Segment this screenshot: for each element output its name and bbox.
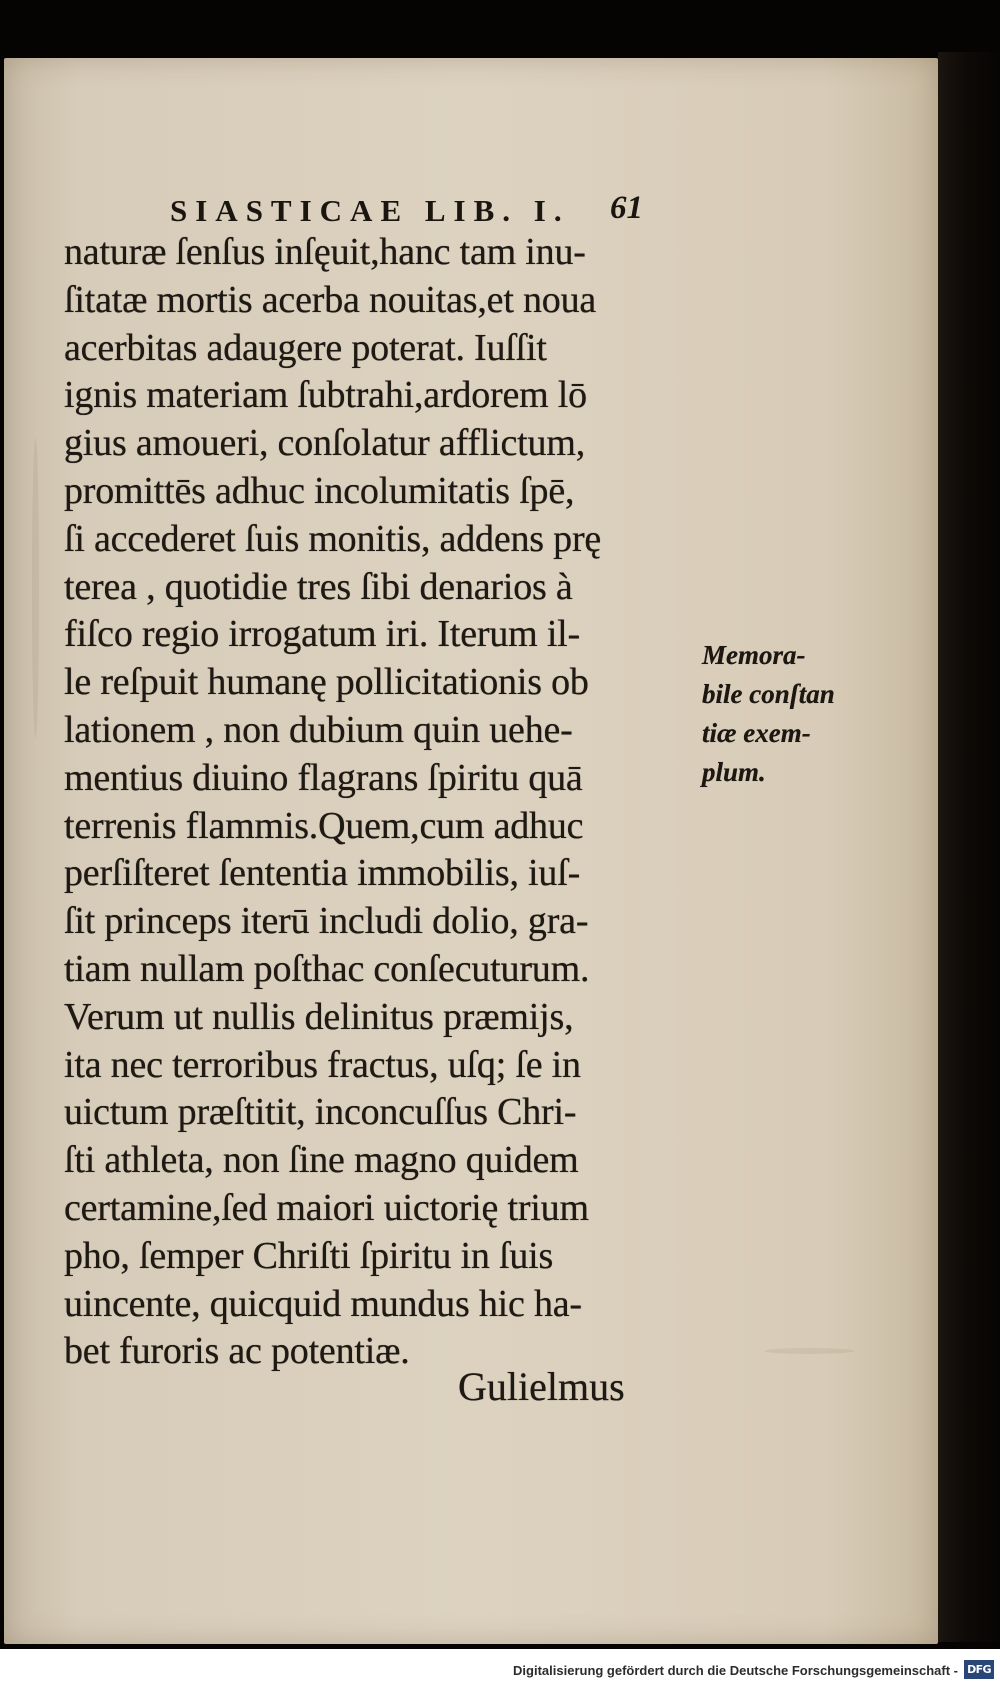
text-line: ita nec terroribus fractus, uſq; ſe in bbox=[64, 1043, 581, 1086]
catchword: Gulielmus bbox=[458, 1364, 625, 1409]
marginal-note-line: Memora- bbox=[702, 640, 806, 670]
text-line: uictum præſtitit, inconcuſſus Chri- bbox=[64, 1091, 577, 1134]
text-line: Verum ut nullis delinitus præmijs, bbox=[64, 995, 574, 1038]
text-line: le reſpuit humanę pollicitationis ob bbox=[64, 661, 589, 704]
text-line: tiam nullam poſthac conſecuturum. bbox=[64, 947, 590, 990]
text-line: ſi accederet ſuis monitis, addens prę bbox=[64, 517, 602, 560]
main-text-block bbox=[64, 229, 704, 1376]
text-line: terrenis flammis.Quem,cum adhuc bbox=[64, 804, 584, 847]
text-line: ſti athleta, non ſine magno quidem bbox=[64, 1139, 579, 1182]
text-line: certamine,ſed maiori uictorię trium bbox=[64, 1186, 589, 1229]
running-header: SIASTICAE LIB. I. bbox=[170, 193, 570, 228]
text-line: fiſco regio irrogatum iri. Iterum il- bbox=[64, 613, 580, 656]
text-line: ſitatæ mortis acerba nouitas,et noua bbox=[64, 278, 597, 321]
book-edge-shadow bbox=[938, 52, 1000, 1642]
text-line: uincente, quicquid mundus hic ha- bbox=[64, 1282, 582, 1325]
text-line: mentius diuino flagrans ſpiritu quā bbox=[64, 756, 583, 799]
marginal-note-line: bile conſtan bbox=[702, 679, 835, 709]
dfg-logo: DFG bbox=[964, 1660, 994, 1679]
text-line: naturæ ſenſus inſęuit,hanc tam inu- bbox=[64, 231, 586, 273]
text-line: terea , quotidie tres ſibi denarios à bbox=[64, 565, 573, 608]
text-line: perſiſteret ſententia immobilis, iuſ- bbox=[64, 852, 581, 895]
text-line: ſit princeps iterū includi dolio, gra- bbox=[64, 900, 589, 943]
text-line: bet furoris ac potentiæ. bbox=[64, 1330, 410, 1373]
marginal-note-line: plum. bbox=[702, 757, 766, 787]
marginal-note bbox=[702, 636, 852, 792]
text-line: gius amoueri, conſolatur afflictum, bbox=[64, 422, 585, 465]
text-line: ignis materiam ſubtrahi,ardorem lō bbox=[64, 374, 587, 417]
digitization-credit: Digitalisierung gefördert durch die Deutsche Forschungsgemeinschaft - bbox=[513, 1663, 958, 1678]
paper-stain bbox=[764, 1348, 854, 1354]
text-line: acerbitas adaugere poterat. Iuſſit bbox=[64, 326, 547, 369]
page-number: 61 bbox=[610, 190, 643, 226]
text-line: lationem , non dubium quin uehe- bbox=[64, 708, 573, 751]
text-line: pho, ſemper Chriſti ſpiritu in ſuis bbox=[64, 1234, 554, 1277]
text-line: promittēs adhuc incolumitatis ſpē, bbox=[64, 469, 575, 512]
marginal-note-line: tiæ exem- bbox=[702, 718, 811, 748]
paper-stain bbox=[32, 438, 39, 738]
